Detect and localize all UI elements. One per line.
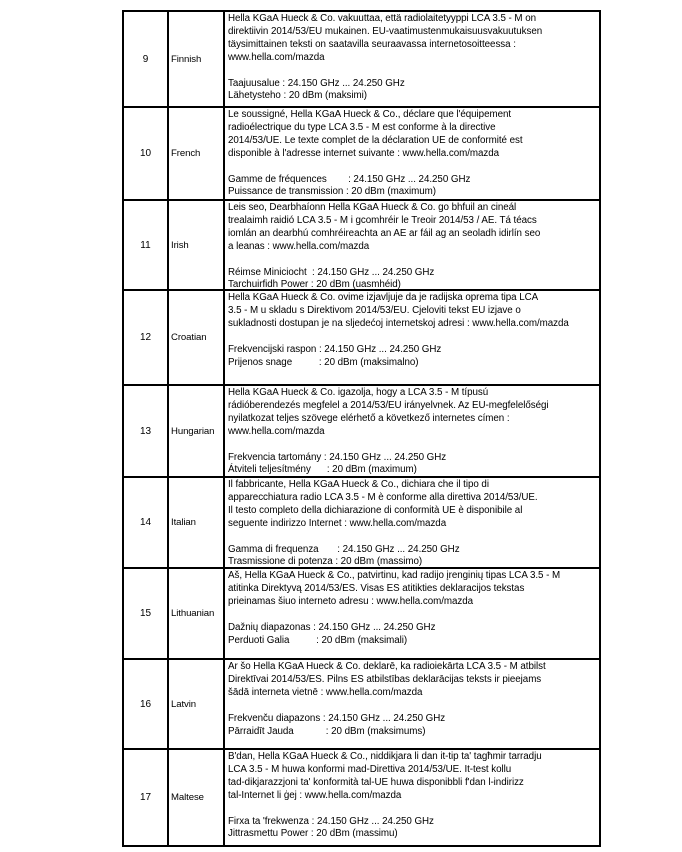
declaration-line: disponible à l'adresse internet suivante : www.hella.com/mazda [228,147,500,159]
declaration-line: Dažnių diapazonas : 24.150 GHz ... 24.250 GHz [228,621,436,633]
declaration-line: Pārraidīt Jauda : 20 dBm (maksimums) [228,725,426,737]
declaration-line: Taajuusalue : 24.150 GHz ... 24.250 GHz [228,77,405,89]
declaration-line: 3.5 - M u skladu s Direktivom 2014/53/EU. Cjeloviti tekst EU izjave o [228,304,521,316]
row-number-cell: 15 [124,569,169,658]
declaration-line: Aš, Hella KGaA Hueck & Co., patvirtinu, kad radijo įrenginių tipas LCA 3.5 - M [228,570,561,581]
declaration-line: Trasmissione di potenza : 20 dBm (massimo) [228,556,423,567]
language-cell: French [169,108,225,199]
language-cell: Latvin [169,660,225,748]
row-number-cell: 13 [124,386,169,476]
row-number-cell: 17 [124,750,169,845]
declaration-line: trealaimh raidió LCA 3.5 - M i gcomhréir le Treoir 2014/53 / AE. Tá téacs [228,214,537,226]
declaration-line: Prijenos snage : 20 dBm (maksimalno) [228,356,419,368]
declaration-line: täysimittainen teksti on saatavilla seuraavassa internetosoitteessa : [228,38,516,50]
declaration-line: prieinamas šiuo interneto adresu : www.hella.com/mazda [228,595,474,607]
declaration-line: tad-dikjarazzjoni ta' konformità tal-UE huwa disponibbli f'dan l-indirizz [228,776,524,788]
table-row [124,660,599,750]
table-row [124,291,599,386]
row-number-cell: 9 [124,12,169,106]
declaration-line [228,161,596,174]
declaration-line: Puissance de transmission : 20 dBm (maximum) [228,186,436,198]
table-row [124,12,599,108]
declaration-line: Le soussigné, Hella KGaA Hueck & Co., déclare que l'équipement [228,109,512,120]
declaration-line [228,531,596,544]
declaration-line: Frekvenču diapazons : 24.150 GHz ... 24.250 GHz [228,712,446,724]
declaration-cell [225,108,599,199]
declaration-line: Direktīvai 2014/53/ES. Pilns ES atbilstības deklarācijas teksts ir pieejams [228,673,542,685]
declaration-line: Leis seo, Dearbhaíonn Hella KGaA Hueck & Co. go bhfuil an cineál [228,202,517,213]
language-cell: Italian [169,478,225,567]
declaration-line [228,803,596,816]
declaration-line: Frekvencia tartomány : 24.150 GHz ... 24.250 GHz [228,451,447,463]
declaration-line: tal-Internet li ġej : www.hella.com/mazda [228,789,402,801]
table-row [124,750,599,845]
language-cell: Finnish [169,12,225,106]
declaration-cell [225,291,599,384]
declaration-line [228,65,596,78]
declaration-line [228,331,596,344]
declaration-line: Ar šo Hella KGaA Hueck & Co. deklarē, ka radioiekārta LCA 3.5 - M atbilst [228,661,546,672]
declaration-line: Gamma di frequenza : 24.150 GHz ... 24.250 GHz [228,543,460,555]
table-row [124,201,599,291]
declaration-line: 2014/53/UE. Le texte complet de la déclaration UE de conformité est [228,134,523,146]
declaration-line: Il fabbricante, Hella KGaA Hueck & Co., dichiara che il tipo di [228,479,489,490]
row-number-cell: 10 [124,108,169,199]
declaration-line: Perduoti Galia : 20 dBm (maksimali) [228,634,408,646]
row-number-cell: 16 [124,660,169,748]
declaration-cell [225,660,599,748]
declaration-cell [225,478,599,567]
declaration-cell [225,12,599,106]
declaration-line: Hella KGaA Hueck & Co. igazolja, hogy a LCA 3.5 - M típusú [228,387,489,398]
declaration-line: nyilatkozat teljes szövege elérhető a következő internetes címen : [228,412,510,424]
language-cell: Croatian [169,291,225,384]
declaration-cell [225,750,599,845]
row-number-cell: 14 [124,478,169,567]
table-row [124,386,599,478]
declaration-line: Jittrasmettu Power : 20 dBm (massimu) [228,828,398,840]
language-cell: Hungarian [169,386,225,476]
declaration-line: seguente indirizzo Internet : www.hella.com/mazda [228,517,447,529]
declaration-line: Átviteli teljesítmény : 20 dBm (maximum) [228,464,417,476]
declaration-line: Hella KGaA Hueck & Co. vakuuttaa, että radiolaitetyyppi LCA 3.5 - M on [228,13,536,24]
declaration-line [228,254,596,267]
language-cell: Irish [169,201,225,289]
declaration-line: www.hella.com/mazda [228,51,325,63]
declaration-line: šādā interneta vietnē : www.hella.com/mazda [228,686,423,698]
declaration-line [228,609,596,622]
declaration-line [228,439,596,452]
table-row [124,478,599,569]
declaration-line: Gamme de fréquences : 24.150 GHz ... 24.250 GHz [228,173,471,185]
language-cell: Maltese [169,750,225,845]
declaration-cell [225,386,599,476]
row-number-cell: 11 [124,201,169,289]
declaration-line: Hella KGaA Hueck & Co. ovime izjavljuje da je radijska oprema tipa LCA [228,292,539,303]
declaration-line: a leanas : www.hella.com/mazda [228,240,370,252]
declaration-line: Frekvencijski raspon : 24.150 GHz ... 24.250 GHz [228,343,442,355]
declaration-line: iomlán an dearbhú comhréireachta an AE ar fáil ag an seoladh idirlín seo [228,227,541,239]
declaration-line: sukladnosti dostupan je na sljedećoj internetskoj adresi : www.hella.com/mazda [228,317,569,329]
declaration-line [228,700,596,713]
declaration-line: LCA 3.5 - M huwa konformi mad-Direttiva 2014/53/UE. It-test kollu [228,763,512,775]
declaration-cell [225,569,599,658]
declaration-line: Réimse Miniciocht : 24.150 GHz ... 24.250 GHz [228,266,435,278]
declaration-line: apparecchiatura radio LCA 3.5 - M è conforme alla direttiva 2014/53/UE. [228,491,538,503]
declaration-line: Il testo completo della dichiarazione di conformità UE è disponibile al [228,504,523,516]
declaration-line: www.hella.com/mazda [228,425,325,437]
declaration-cell [225,201,599,289]
declaration-line: rádióberendezés megfelel a 2014/53/EU irányelvnek. Az EU-megfelelőségi [228,399,549,411]
declaration-table [122,10,601,847]
declaration-line: radioélectrique du type LCA 3.5 - M est conforme à la directive [228,121,496,133]
language-cell: Lithuanian [169,569,225,658]
table-row [124,569,599,660]
declaration-line: Tarchuirfidh Power : 20 dBm (uasmhéid) [228,279,401,289]
declaration-line: Lähetysteho : 20 dBm (maksimi) [228,90,367,102]
declaration-line: atitinka Direktyvą 2014/53/ES. Visas ES atitikties deklaracijos tekstas [228,582,525,594]
row-number-cell: 12 [124,291,169,384]
declaration-line: Firxa ta 'frekwenza : 24.150 GHz ... 24.250 GHz [228,815,434,827]
declaration-line: direktiivin 2014/53/EU mukainen. EU-vaatimustenmukaisuusvakuutuksen [228,25,543,37]
table-row [124,108,599,201]
declaration-line: B'dan, Hella KGaA Hueck & Co., niddikjara li dan it-tip ta' tagħmir tarradju [228,751,542,762]
